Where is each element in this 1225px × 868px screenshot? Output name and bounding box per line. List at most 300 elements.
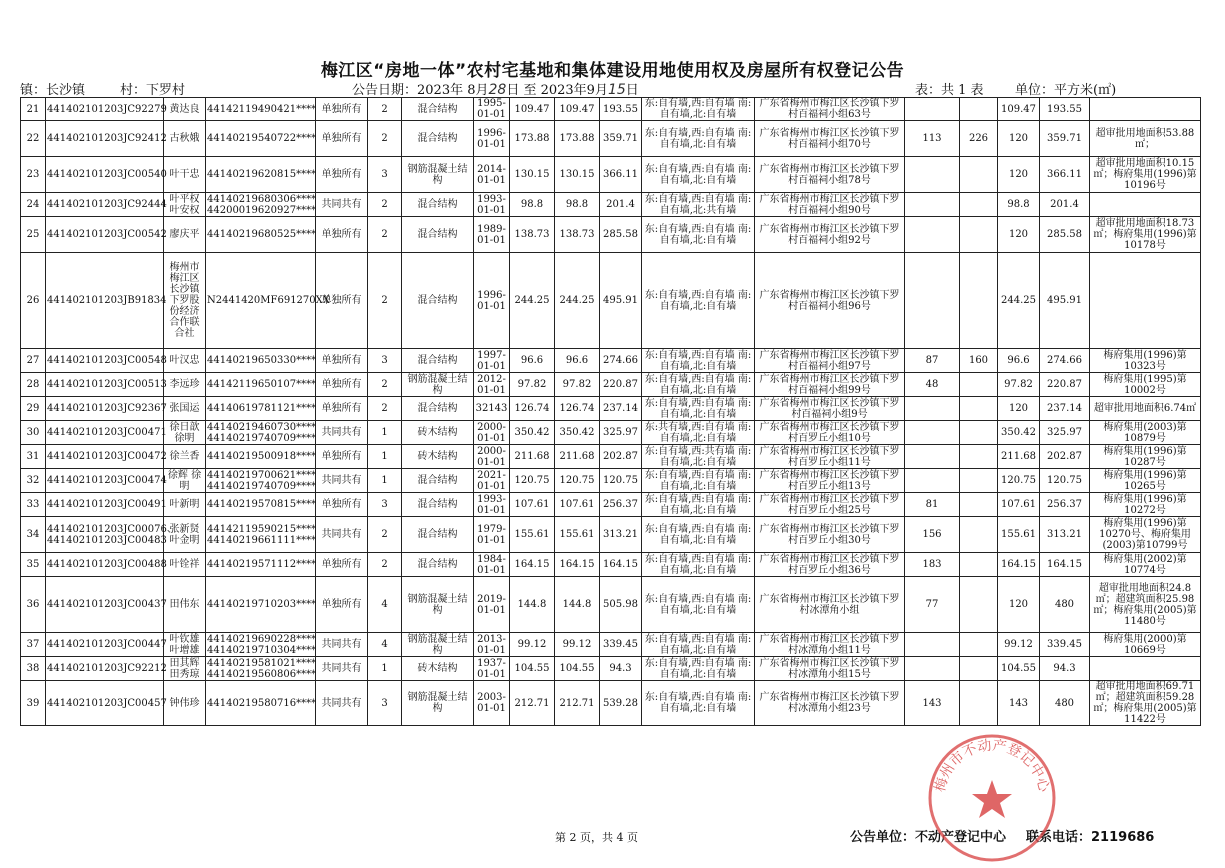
confirmed-floor-area: 285.58 xyxy=(1040,217,1090,253)
remark: 梅府集用(1996)第10323号 xyxy=(1090,349,1201,373)
floor-area: 220.87 xyxy=(600,373,642,397)
floor-count: 3 xyxy=(368,493,402,517)
location-address: 广东省梅州市梅江区长沙镇下罗村百福祠小组70号 xyxy=(755,121,905,157)
extra-area-2 xyxy=(960,253,998,349)
id-number: 44140219571112**** xyxy=(206,553,316,577)
village-label: 村：下罗村 xyxy=(120,83,186,98)
remark: 梅府集用(2000)第10669号 xyxy=(1090,633,1201,657)
approved-area: 244.25 xyxy=(555,253,600,349)
date-mid: 日 至 2023年9月 xyxy=(506,83,608,98)
owner-name: 廖庆平 xyxy=(164,217,206,253)
row-number: 22 xyxy=(21,121,46,157)
id-number: 44140219500918**** xyxy=(206,445,316,469)
extra-area-2 xyxy=(960,157,998,193)
extra-area-1 xyxy=(905,445,960,469)
confirmed-floor-area: 313.21 xyxy=(1040,517,1090,553)
town-label: 镇：长沙镇 xyxy=(20,83,86,98)
owner-name: 叶钦雄 叶增雄 xyxy=(164,633,206,657)
build-date: 1996-01-01 xyxy=(474,253,510,349)
extra-area-1: 87 xyxy=(905,349,960,373)
table-row xyxy=(21,517,1201,553)
confirmed-floor-area: 164.15 xyxy=(1040,553,1090,577)
floor-count: 3 xyxy=(368,349,402,373)
ownership-type: 共同共有 xyxy=(316,657,368,681)
extra-area-2 xyxy=(960,217,998,253)
floor-count: 2 xyxy=(368,121,402,157)
confirmed-land-area: 99.12 xyxy=(998,633,1040,657)
boundary-walls: 东:自有墙,西:自有墙 南:自有墙,北:自有墙 xyxy=(642,577,755,633)
floor-count: 1 xyxy=(368,421,402,445)
extra-area-1 xyxy=(905,217,960,253)
table-row xyxy=(21,217,1201,253)
build-date: 1937-01-01 xyxy=(474,657,510,681)
confirmed-floor-area: 94.3 xyxy=(1040,657,1090,681)
ownership-type: 共同共有 xyxy=(316,469,368,493)
table-row xyxy=(21,681,1201,726)
structure-type: 钢筋混凝土结构 xyxy=(402,681,474,726)
location-address: 广东省梅州市梅江区长沙镇下罗村百罗丘小组30号 xyxy=(755,517,905,553)
remark: 超审批用地面积18.73㎡；梅府集用(1996)第10178号 xyxy=(1090,217,1201,253)
row-number: 23 xyxy=(21,157,46,193)
boundary-walls: 东:自有墙,西:自有墙 南:自有墙,北:自有墙 xyxy=(642,517,755,553)
registration-table xyxy=(20,97,1201,726)
build-date: 1997-01-01 xyxy=(474,349,510,373)
boundary-walls: 东:自有墙,西:自有墙 南:自有墙,北:自有墙 xyxy=(642,633,755,657)
confirmed-land-area: 120 xyxy=(998,157,1040,193)
floor-count: 3 xyxy=(368,157,402,193)
build-date: 1989-01-01 xyxy=(474,217,510,253)
id-number: 44140619781121**** xyxy=(206,397,316,421)
extra-area-2 xyxy=(960,469,998,493)
floor-area: 237.14 xyxy=(600,397,642,421)
confirmed-land-area: 96.6 xyxy=(998,349,1040,373)
parcel-code: 441402101203JC00457 xyxy=(46,681,164,726)
extra-area-2 xyxy=(960,493,998,517)
extra-area-1: 143 xyxy=(905,681,960,726)
owner-name: 古秋娥 xyxy=(164,121,206,157)
land-area: 97.82 xyxy=(510,373,555,397)
remark: 超审批用地面积69.71㎡；超建筑面积59.28㎡；梅府集用(2005)第11422号 xyxy=(1090,681,1201,726)
row-number: 27 xyxy=(21,349,46,373)
parcel-code: 441402101203JC00472 xyxy=(46,445,164,469)
ownership-type: 单独所有 xyxy=(316,445,368,469)
remark xyxy=(1090,193,1201,217)
id-number: 44140219700621**** 44140219740709**** xyxy=(207,469,317,492)
ownership-type: 单独所有 xyxy=(316,217,368,253)
owner-name: 梅州市梅江区长沙镇下罗股份经济合作联合社 xyxy=(164,253,206,349)
approved-area: 96.6 xyxy=(555,349,600,373)
approved-area: 120.75 xyxy=(555,469,600,493)
table-body xyxy=(21,98,1201,726)
extra-area-1 xyxy=(905,397,960,421)
extra-area-1: 156 xyxy=(905,517,960,553)
contact-phone: 联系电话：2119686 xyxy=(1026,830,1155,845)
row-number: 29 xyxy=(21,397,46,421)
extra-area-1 xyxy=(905,193,960,217)
date-end-day: 15 xyxy=(607,82,626,98)
floor-area: 274.66 xyxy=(600,349,642,373)
structure-type: 混合结构 xyxy=(402,517,474,553)
ownership-type: 共同共有 xyxy=(316,421,368,445)
parcel-code: 441402101203JC00474 xyxy=(46,469,164,493)
floor-area: 539.28 xyxy=(600,681,642,726)
table-row xyxy=(21,493,1201,517)
id-number: 44140219680306**** 44200019620927**** xyxy=(207,193,317,216)
land-area: 211.68 xyxy=(510,445,555,469)
owner-name: 叶干忠 xyxy=(164,157,206,193)
boundary-walls: 东:自有墙,西:自有墙 南:自有墙,北:自有墙 xyxy=(642,373,755,397)
boundary-walls: 东:自有墙,西:自有墙 南:自有墙,北:自有墙 xyxy=(642,349,755,373)
land-area: 212.71 xyxy=(510,681,555,726)
ownership-type: 单独所有 xyxy=(316,553,368,577)
floor-count: 1 xyxy=(368,657,402,681)
boundary-walls: 东:自有墙,西:自有墙 南:自有墙,北:自有墙 xyxy=(642,157,755,193)
approved-area: 109.47 xyxy=(555,98,600,121)
ownership-type: 共同共有 xyxy=(316,193,368,217)
confirmed-floor-area: 274.66 xyxy=(1040,349,1090,373)
floor-area: 164.15 xyxy=(600,553,642,577)
structure-type: 混合结构 xyxy=(402,98,474,121)
structure-type: 混合结构 xyxy=(402,397,474,421)
id-number: 44140219650330**** xyxy=(206,349,316,373)
floor-count: 1 xyxy=(368,445,402,469)
extra-area-2: 160 xyxy=(960,349,998,373)
location-address: 广东省梅州市梅江区长沙镇下罗村百福祠小组78号 xyxy=(755,157,905,193)
approved-area: 212.71 xyxy=(555,681,600,726)
parcel-code: 441402101203JC92444 xyxy=(46,193,164,217)
floor-area: 313.21 xyxy=(600,517,642,553)
floor-count: 2 xyxy=(368,217,402,253)
structure-type: 混合结构 xyxy=(402,493,474,517)
location-address: 广东省梅州市梅江区长沙镇下罗村百福祠小组96号 xyxy=(755,253,905,349)
row-number: 21 xyxy=(21,98,46,121)
id-number: 44142119650107**** xyxy=(206,373,316,397)
ownership-type: 单独所有 xyxy=(316,577,368,633)
confirmed-land-area: 97.82 xyxy=(998,373,1040,397)
date-prefix: 公告日期：2023年 8月 xyxy=(352,83,489,98)
location-address: 广东省梅州市梅江区长沙镇下罗村百福祠小组99号 xyxy=(755,373,905,397)
row-number: 28 xyxy=(21,373,46,397)
parcel-code: 441402101203JC00548 xyxy=(46,349,164,373)
parcel-code: 441402101203JC00491 xyxy=(46,493,164,517)
parcel-code: 441402101203JC00471 xyxy=(46,421,164,445)
announce-unit: 公告单位：不动产登记中心 xyxy=(850,830,1007,845)
approved-area: 126.74 xyxy=(555,397,600,421)
location-address: 广东省梅州市梅江区长沙镇下罗村百罗丘小组36号 xyxy=(755,553,905,577)
approved-area: 211.68 xyxy=(555,445,600,469)
location-address: 广东省梅州市梅江区长沙镇下罗村百福祠小组92号 xyxy=(755,217,905,253)
remark: 梅府集用(1995)第10002号 xyxy=(1090,373,1201,397)
boundary-walls: 东:自有墙,西:自有墙 南:自有墙,北:共有墙 xyxy=(642,193,755,217)
floor-area: 325.97 xyxy=(600,421,642,445)
seal-text: 梅州市不动产登记中心 xyxy=(932,737,1052,794)
unit-label: 单位：平方米(㎡) xyxy=(1015,83,1117,98)
boundary-walls: 东:自有墙,西:自有墙 南:自有墙,北:自有墙 xyxy=(642,681,755,726)
id-number: 44140219680525**** xyxy=(206,217,316,253)
remark xyxy=(1090,253,1201,349)
owner-name: 张国运 xyxy=(164,397,206,421)
floor-area: 193.55 xyxy=(600,98,642,121)
floor-count: 2 xyxy=(368,373,402,397)
boundary-walls: 东:自有墙,西:自有墙 南:自有墙,北:自有墙 xyxy=(642,397,755,421)
remark xyxy=(1090,98,1201,121)
confirmed-floor-area: 480 xyxy=(1040,681,1090,726)
floor-area: 202.87 xyxy=(600,445,642,469)
approved-area: 98.8 xyxy=(555,193,600,217)
land-area: 99.12 xyxy=(510,633,555,657)
build-date: 2000-01-01 xyxy=(474,421,510,445)
land-area: 126.74 xyxy=(510,397,555,421)
id-number: 44140219570815**** xyxy=(206,493,316,517)
parcel-code: 441402101203JC92367 xyxy=(46,397,164,421)
ownership-type: 单独所有 xyxy=(316,373,368,397)
extra-area-2 xyxy=(960,553,998,577)
build-date: 1979-01-01 xyxy=(474,517,510,553)
table-row xyxy=(21,633,1201,657)
extra-area-1 xyxy=(905,657,960,681)
structure-type: 钢筋混凝土结构 xyxy=(402,577,474,633)
id-number: N2441420MF691270XX xyxy=(206,253,316,349)
table-row xyxy=(21,421,1201,445)
owner-name: 徐辉 徐明 xyxy=(164,469,206,493)
floor-count: 2 xyxy=(368,98,402,121)
extra-area-1: 77 xyxy=(905,577,960,633)
floor-area: 201.4 xyxy=(600,193,642,217)
land-area: 144.8 xyxy=(510,577,555,633)
floor-count: 4 xyxy=(368,577,402,633)
floor-count: 1 xyxy=(368,469,402,493)
remark: 梅府集用(1996)第10272号 xyxy=(1090,493,1201,517)
floor-area: 120.75 xyxy=(600,469,642,493)
table-count: 表：共 1 表 xyxy=(915,83,984,98)
structure-type: 混合结构 xyxy=(402,469,474,493)
structure-type: 混合结构 xyxy=(402,121,474,157)
approved-area: 97.82 xyxy=(555,373,600,397)
build-date: 2013-01-01 xyxy=(474,633,510,657)
structure-type: 砖木结构 xyxy=(402,445,474,469)
boundary-walls: 东:共有墙,西:自有墙 南:自有墙,北:自有墙 xyxy=(642,421,755,445)
boundary-walls: 东:自有墙,西:共有墙 南:自有墙,北:自有墙 xyxy=(642,445,755,469)
boundary-walls: 东:自有墙,西:自有墙 南:自有墙,北:自有墙 xyxy=(642,553,755,577)
build-date: 1995-01-01 xyxy=(474,98,510,121)
ownership-type: 单独所有 xyxy=(316,397,368,421)
remark: 梅府集用(1996)第10287号 xyxy=(1090,445,1201,469)
page-title: 梅江区“房地一体”农村宅基地和集体建设用地使用权及房屋所有权登记公告 xyxy=(320,61,905,81)
extra-area-2 xyxy=(960,517,998,553)
row-number: 30 xyxy=(21,421,46,445)
approved-area: 173.88 xyxy=(555,121,600,157)
land-area: 173.88 xyxy=(510,121,555,157)
location-address: 广东省梅州市梅江区长沙镇下罗村冰潭角小组15号 xyxy=(755,657,905,681)
confirmed-land-area: 164.15 xyxy=(998,553,1040,577)
owner-name: 钟伟珍 xyxy=(164,681,206,726)
confirmed-land-area: 211.68 xyxy=(998,445,1040,469)
land-area: 109.47 xyxy=(510,98,555,121)
location-address: 广东省梅州市梅江区长沙镇下罗村冰潭角小组 xyxy=(755,577,905,633)
row-number: 33 xyxy=(21,493,46,517)
confirmed-land-area: 350.42 xyxy=(998,421,1040,445)
row-number: 34 xyxy=(21,517,46,553)
table-row xyxy=(21,445,1201,469)
ownership-type: 单独所有 xyxy=(316,121,368,157)
floor-area: 256.37 xyxy=(600,493,642,517)
extra-area-2 xyxy=(960,421,998,445)
approved-area: 144.8 xyxy=(555,577,600,633)
land-area: 244.25 xyxy=(510,253,555,349)
remark: 梅府集用(2002)第10774号 xyxy=(1090,553,1201,577)
table-row xyxy=(21,577,1201,633)
floor-count: 2 xyxy=(368,397,402,421)
table-row xyxy=(21,253,1201,349)
approved-area: 138.73 xyxy=(555,217,600,253)
ownership-type: 单独所有 xyxy=(316,493,368,517)
extra-area-1 xyxy=(905,98,960,121)
confirmed-land-area: 109.47 xyxy=(998,98,1040,121)
id-number: 44140219620815**** xyxy=(206,157,316,193)
owner-name: 李远珍 xyxy=(164,373,206,397)
location-address: 广东省梅州市梅江区长沙镇下罗村冰潭角小组23号 xyxy=(755,681,905,726)
floor-area: 505.98 xyxy=(600,577,642,633)
boundary-walls: 东:自有墙,西:自有墙 南:自有墙,北:自有墙 xyxy=(642,493,755,517)
boundary-walls: 东:自有墙,西:自有墙 南:自有墙,北:自有墙 xyxy=(642,469,755,493)
location-address: 广东省梅州市梅江区长沙镇下罗村百福祠小组9号 xyxy=(755,397,905,421)
parcel-code: 441402101203JC00447 xyxy=(46,633,164,657)
owner-name: 田其辉 田秀琼 xyxy=(164,657,206,681)
owner-name: 黄达良 xyxy=(164,98,206,121)
extra-area-2: 226 xyxy=(960,121,998,157)
confirmed-floor-area: 220.87 xyxy=(1040,373,1090,397)
row-number: 35 xyxy=(21,553,46,577)
extra-area-1 xyxy=(905,633,960,657)
floor-count: 2 xyxy=(368,253,402,349)
owner-name: 徐兰香 xyxy=(164,445,206,469)
floor-count: 2 xyxy=(368,193,402,217)
floor-area: 359.71 xyxy=(600,121,642,157)
extra-area-1: 48 xyxy=(905,373,960,397)
ownership-type: 单独所有 xyxy=(316,157,368,193)
row-number: 39 xyxy=(21,681,46,726)
row-number: 31 xyxy=(21,445,46,469)
land-area: 104.55 xyxy=(510,657,555,681)
id-number: 44140219690228**** 44140219710304**** xyxy=(207,633,317,656)
table-row xyxy=(21,157,1201,193)
confirmed-land-area: 143 xyxy=(998,681,1040,726)
parcel-code: 441402101203JB91834 xyxy=(46,253,164,349)
owner-name: 叶平权 叶安权 xyxy=(164,193,206,217)
build-date: 2012-01-01 xyxy=(474,373,510,397)
extra-area-2 xyxy=(960,577,998,633)
location-address: 广东省梅州市梅江区长沙镇下罗村百福祠小组90号 xyxy=(755,193,905,217)
location-address: 广东省梅州市梅江区长沙镇下罗村百罗丘小组11号 xyxy=(755,445,905,469)
structure-type: 钢筋混凝土结构 xyxy=(402,373,474,397)
confirmed-floor-area: 359.71 xyxy=(1040,121,1090,157)
confirmed-land-area: 155.61 xyxy=(998,517,1040,553)
build-date: 1993-01-01 xyxy=(474,493,510,517)
ownership-type: 单独所有 xyxy=(316,253,368,349)
extra-area-1: 81 xyxy=(905,493,960,517)
table-row xyxy=(21,373,1201,397)
approved-area: 107.61 xyxy=(555,493,600,517)
confirmed-land-area: 104.55 xyxy=(998,657,1040,681)
extra-area-1 xyxy=(905,469,960,493)
parcel-code: 441402101203JC00542 xyxy=(46,217,164,253)
extra-area-2 xyxy=(960,373,998,397)
owner-name: 徐日歆 徐明 xyxy=(164,421,206,445)
boundary-walls: 东:自有墙,西:自有墙 南:自有墙,北:自有墙 xyxy=(642,217,755,253)
floor-count: 3 xyxy=(368,681,402,726)
location-address: 广东省梅州市梅江区长沙镇下罗村冰潭角小组11号 xyxy=(755,633,905,657)
structure-type: 钢筋混凝土结构 xyxy=(402,157,474,193)
approved-area: 99.12 xyxy=(555,633,600,657)
ownership-type: 单独所有 xyxy=(316,349,368,373)
location-address: 广东省梅州市梅江区长沙镇下罗村百福祠小组97号 xyxy=(755,349,905,373)
floor-area: 285.58 xyxy=(600,217,642,253)
table-row xyxy=(21,469,1201,493)
row-number: 37 xyxy=(21,633,46,657)
structure-type: 混合结构 xyxy=(402,193,474,217)
boundary-walls: 东:自有墙,西:自有墙 南:自有墙,北:自有墙 xyxy=(642,98,755,121)
row-number: 38 xyxy=(21,657,46,681)
owner-name: 叶铨祥 xyxy=(164,553,206,577)
row-number: 32 xyxy=(21,469,46,493)
parcel-code: 441402101203JC92279 xyxy=(46,98,164,121)
row-number: 36 xyxy=(21,577,46,633)
remark: 超审批用地面积53.88㎡； xyxy=(1090,121,1201,157)
structure-type: 砖木结构 xyxy=(402,657,474,681)
extra-area-1 xyxy=(905,421,960,445)
boundary-walls: 东:自有墙,西:自有墙 南:自有墙,北:自有墙 xyxy=(642,253,755,349)
build-date: 2014-01-01 xyxy=(474,157,510,193)
parcel-code: 441402101203JC00488 xyxy=(46,553,164,577)
build-date: 1993-01-01 xyxy=(474,193,510,217)
confirmed-land-area: 120 xyxy=(998,577,1040,633)
remark: 超审批用地面积24.8㎡；超建筑面积25.98㎡；梅府集用(2005)第11480号 xyxy=(1090,577,1201,633)
structure-type: 混合结构 xyxy=(402,217,474,253)
parcel-code: 441402101203JC00540 xyxy=(46,157,164,193)
land-area: 98.8 xyxy=(510,193,555,217)
id-number: 44140219540722**** xyxy=(206,121,316,157)
extra-area-2 xyxy=(960,633,998,657)
land-area: 107.61 xyxy=(510,493,555,517)
land-area: 96.6 xyxy=(510,349,555,373)
build-date: 2021-01-01 xyxy=(474,469,510,493)
location-address: 广东省梅州市梅江区长沙镇下罗村百罗丘小组10号 xyxy=(755,421,905,445)
confirmed-land-area: 120.75 xyxy=(998,469,1040,493)
extra-area-2 xyxy=(960,681,998,726)
remark: 梅府集用(1996)第10270号、梅府集用(2003)第10799号 xyxy=(1090,517,1201,553)
approved-area: 104.55 xyxy=(555,657,600,681)
extra-area-2 xyxy=(960,657,998,681)
confirmed-floor-area: 366.11 xyxy=(1040,157,1090,193)
floor-area: 366.11 xyxy=(600,157,642,193)
parcel-code: 441402101203JC00437 xyxy=(46,577,164,633)
table-row xyxy=(21,553,1201,577)
remark: 超审批用地面积6.74㎡ xyxy=(1090,397,1201,421)
table-row xyxy=(21,98,1201,121)
location-address: 广东省梅州市梅江区长沙镇下罗村百福祠小组63号 xyxy=(755,98,905,121)
build-date: 1984-01-01 xyxy=(474,553,510,577)
build-date: 2000-01-01 xyxy=(474,445,510,469)
row-number: 24 xyxy=(21,193,46,217)
approved-area: 155.61 xyxy=(555,517,600,553)
boundary-walls: 东:自有墙,西:自有墙 南:自有墙,北:自有墙 xyxy=(642,121,755,157)
extra-area-2 xyxy=(960,193,998,217)
approved-area: 350.42 xyxy=(555,421,600,445)
parcel-code: 441402101203JC92212 xyxy=(46,657,164,681)
structure-type: 混合结构 xyxy=(402,349,474,373)
date-start-day: 28 xyxy=(488,82,507,98)
id-number: 44140219710203**** xyxy=(206,577,316,633)
